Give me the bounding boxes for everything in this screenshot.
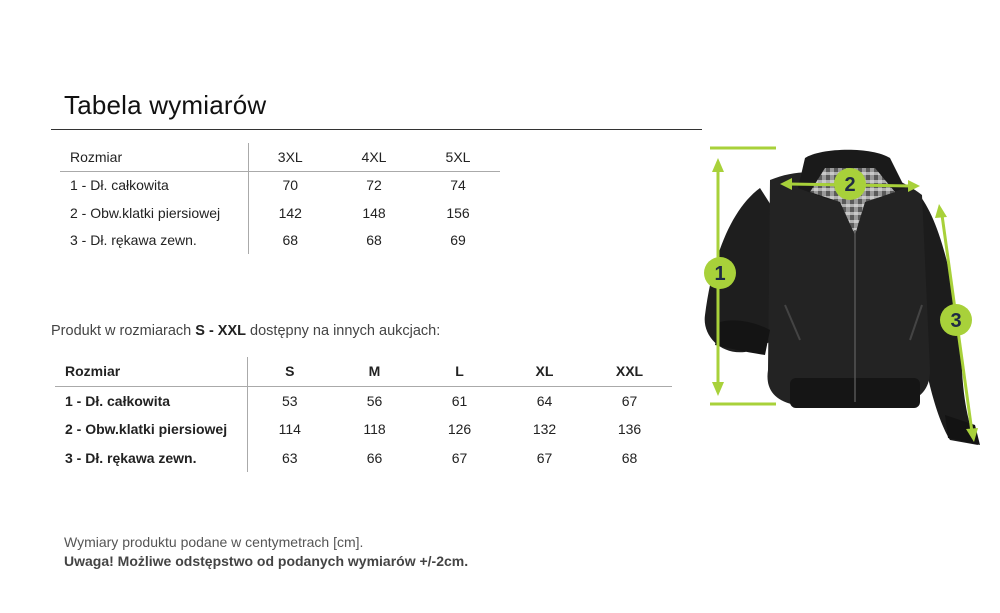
row-label: 1 - Dł. całkowita — [55, 386, 247, 415]
header-cell: XL — [502, 357, 587, 386]
table-cell: 126 — [447, 421, 472, 438]
table-cell: 67 — [536, 449, 553, 466]
table-header-row — [60, 143, 500, 171]
table-cell: 132 — [532, 421, 557, 438]
row-label: 2 - Obw.klatki piersiowej — [55, 415, 247, 444]
table-cell: 142 — [278, 204, 302, 221]
table-cell: 70 — [282, 177, 299, 194]
length-arrow-up — [712, 158, 724, 172]
availability-sizes: S - XXL — [195, 323, 247, 339]
row-label: 3 - Dł. rękawa zewn. — [60, 227, 248, 255]
table-row — [55, 444, 672, 473]
table-cell: 118 — [363, 421, 386, 438]
footer-notes — [64, 533, 468, 571]
header-cell: 3XL — [248, 143, 332, 171]
size-table-small — [55, 357, 672, 472]
svg-text:3: 3 — [950, 310, 962, 332]
header-cell: 4XL — [332, 143, 416, 171]
table-cell: 53 — [281, 392, 298, 409]
table-cell: 68 — [621, 449, 638, 466]
table-header-row — [55, 357, 672, 386]
table-cell: 156 — [446, 204, 470, 221]
header-cell: Rozmiar — [55, 357, 247, 386]
sleeve-arrow-top — [935, 204, 947, 218]
table-cell: 136 — [617, 421, 642, 438]
title-divider — [51, 129, 702, 130]
table-cell: 114 — [278, 421, 301, 438]
table-cell: 56 — [366, 392, 383, 409]
row-label: 3 - Dł. rękawa zewn. — [55, 444, 247, 473]
marker-2 — [834, 168, 866, 200]
table-cell: 64 — [536, 392, 553, 409]
table-cell: 68 — [282, 232, 299, 249]
table-row — [60, 227, 500, 255]
table-row — [60, 199, 500, 227]
header-cell: Rozmiar — [60, 143, 248, 171]
page-title: Tabela wymiarów — [64, 90, 267, 120]
header-cell: M — [332, 357, 417, 386]
availability-note — [51, 323, 440, 339]
size-table-large — [60, 143, 500, 254]
table-row — [55, 386, 672, 415]
table-row — [60, 171, 500, 199]
availability-suffix: dostępny na innych aukcjach: — [246, 323, 441, 339]
header-cell: S — [247, 357, 332, 386]
svg-text:1: 1 — [714, 263, 726, 285]
header-cell: 5XL — [416, 143, 500, 171]
svg-text:2: 2 — [844, 174, 856, 196]
header-cell: L — [417, 357, 502, 386]
table-cell: 148 — [362, 204, 386, 221]
table-cell: 67 — [621, 392, 638, 409]
jacket-diagram — [690, 140, 995, 460]
length-arrow-down — [712, 382, 724, 396]
tolerance-warning: Uwaga! Możliwe odstępstwo od podanych wymiarów +/-2cm. — [64, 553, 469, 569]
marker-1 — [704, 257, 736, 289]
table-cell: 68 — [366, 232, 382, 249]
availability-prefix: Produkt w rozmiarach — [51, 323, 196, 339]
units-note: Wymiary produktu podane w centymetrach [cm]. — [64, 534, 364, 550]
table-cell: 69 — [450, 232, 466, 249]
table-cell: 74 — [450, 177, 466, 194]
table-cell: 61 — [451, 392, 468, 409]
row-label: 2 - Obw.klatki piersiowej — [60, 199, 248, 227]
row-label: 1 - Dł. całkowita — [60, 171, 248, 199]
header-cell: XXL — [587, 357, 672, 386]
table-cell: 66 — [366, 449, 383, 466]
table-cell: 63 — [281, 449, 298, 466]
jacket-illustration — [690, 140, 995, 460]
marker-3 — [940, 304, 972, 336]
table-cell: 67 — [451, 449, 468, 466]
table-row — [55, 415, 672, 444]
table-cell: 72 — [366, 177, 382, 194]
